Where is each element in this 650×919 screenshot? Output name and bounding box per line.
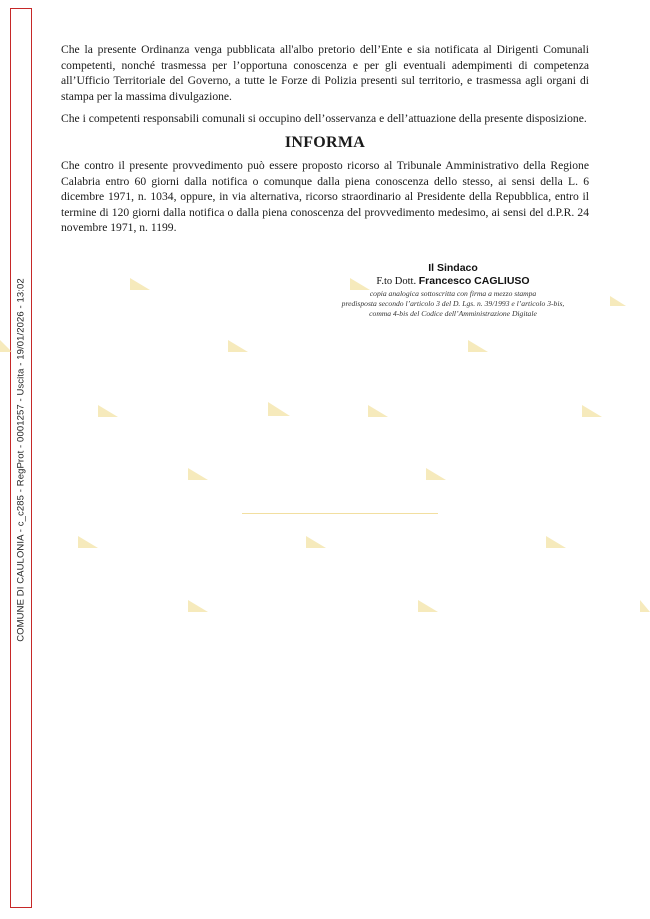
signature-note-1: copia analogica sottoscritta con firma a mezzo stampa (369, 289, 537, 298)
watermark-mark (468, 340, 488, 352)
watermark-mark (98, 405, 118, 417)
watermark-mark (546, 536, 566, 548)
watermark-mark (306, 536, 326, 548)
watermark-mark (582, 405, 602, 417)
protocol-stamp: COMUNE DI CAULONIA - c_c285 - RegProt - 0001257 - Uscita - 19/01/2026 - 13:02 (15, 278, 27, 642)
watermark-mark (188, 468, 208, 480)
paragraph-appeal: Che contro il presente provvedimento può essere proposto ricorso al Tribunale Amministrativo della Regione Calabria entro 60 giorni dalla notifica o comunque dalla piena conoscenza dello stesso, ai sensi della L. 6 dicembre 1971, n. 1034, oppure, in via alternativa, ricorso straordinario al Presidente della Repubblica, entro il termine di 120 giorni dalla notifica o dalla piena conoscenza del provvedimento medesimo, ai sensi del d.P.R. 24 novembre 1971, n. 1199. (61, 158, 589, 235)
watermark-mark (78, 536, 98, 548)
signature-block (290, 262, 616, 319)
section-heading: INFORMA (284, 133, 366, 151)
signature-note-2: predisposta secondo l’articolo 3 del D. Lgs. n. 39/1993 e l’articolo 3-bis, (341, 299, 565, 308)
watermark-mark (228, 340, 248, 352)
signature-title: Il Sindaco (428, 262, 478, 274)
document-body (61, 42, 589, 243)
watermark-mark (130, 278, 150, 290)
signature-note-3: comma 4-bis del Codice dell’Amministrazione Digitale (369, 309, 537, 318)
signature-prefix: F.to Dott. (376, 276, 417, 287)
watermark-line (242, 513, 438, 514)
watermark-mark (418, 600, 438, 612)
paragraph-responsibility: Che i competenti responsabili comunali si occupino dell’osservanza e dell’attuazione della presente disposizione. (61, 112, 587, 126)
watermark-mark (368, 405, 388, 417)
watermark-mark (268, 402, 290, 416)
watermark-mark (188, 600, 208, 612)
signature-name-line (290, 275, 616, 287)
paragraph-publication: Che la presente Ordinanza venga pubblicata all'albo pretorio dell’Ente e sia notificata al Dirigenti Comunali competenti, nonché trasmessa per l’opportuna conoscenza e per gli eventuali adempimenti di competenza all’Ufficio Territoriale del Governo, a tutte le Forze di Polizia presenti sul territorio, e trasmessa agli organi di stampa per la massima divulgazione. (61, 43, 589, 103)
watermark-mark (640, 600, 650, 612)
watermark-mark (426, 468, 446, 480)
signature-name: Francesco CAGLIUSO (418, 275, 530, 287)
